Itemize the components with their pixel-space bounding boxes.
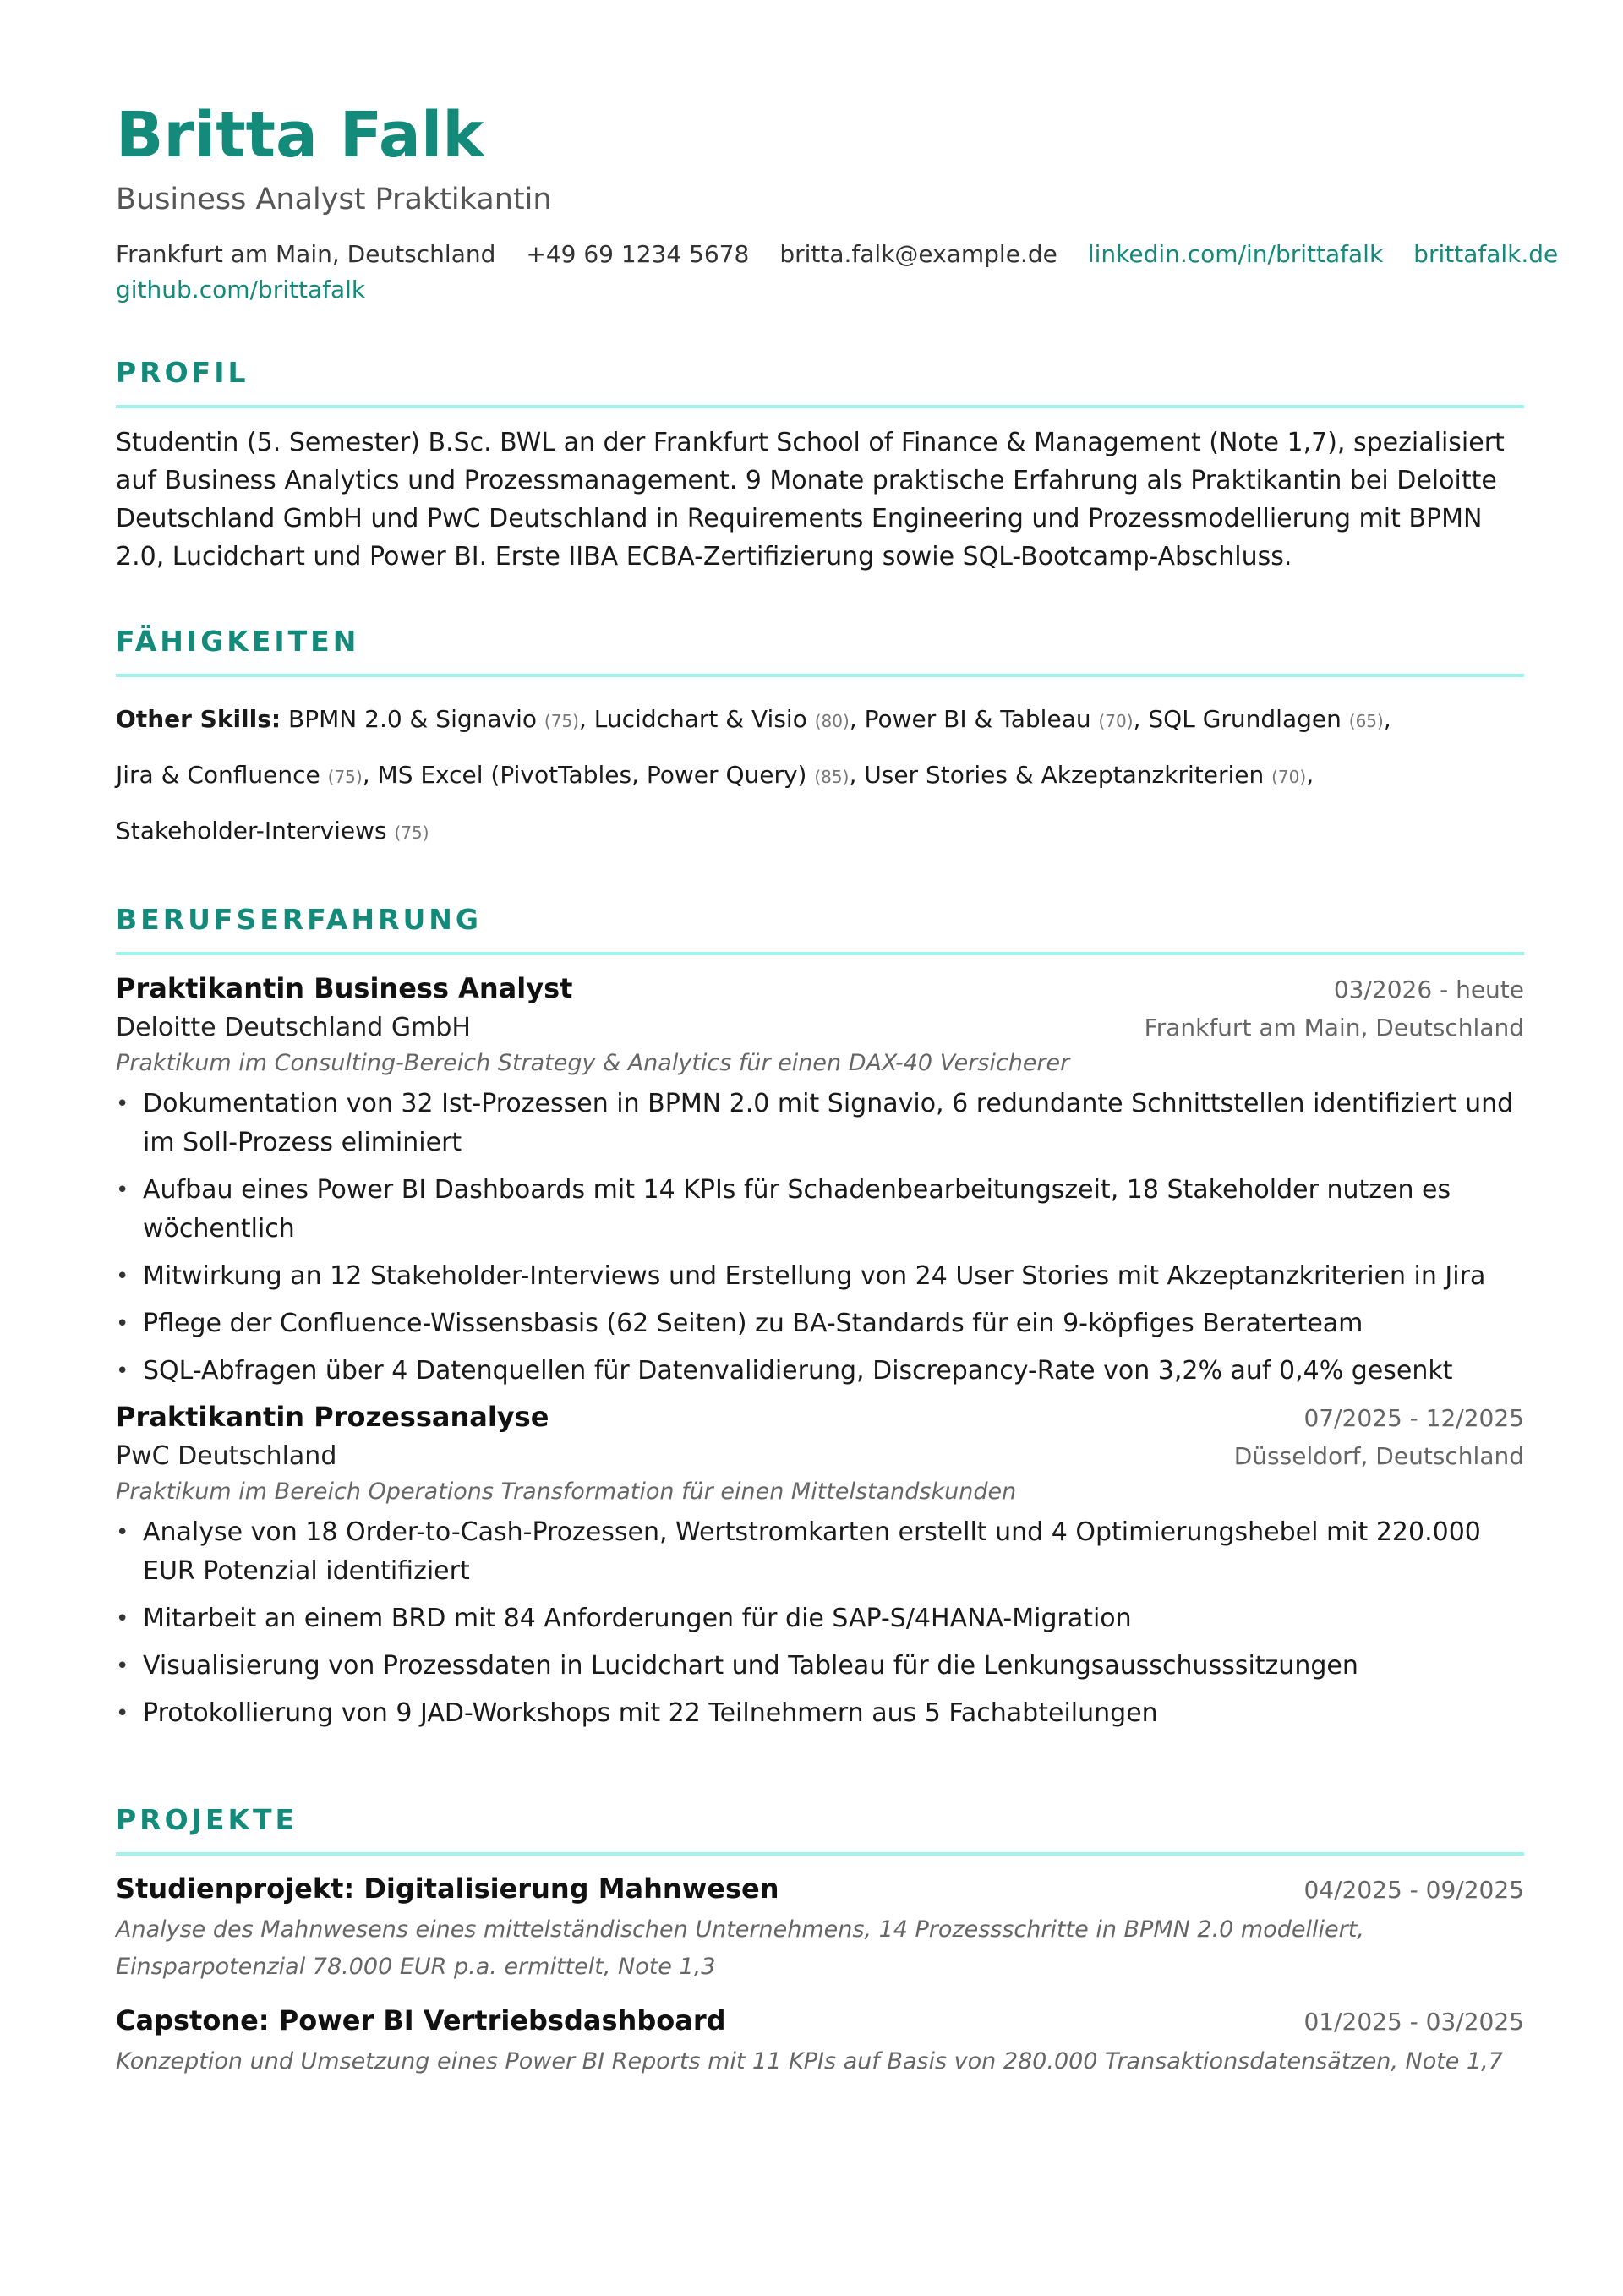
projects-section	[116, 1803, 1524, 2080]
profile-section	[116, 358, 1524, 576]
section-divider	[116, 674, 1524, 677]
job-title: Praktikantin Prozessanalyse	[116, 1401, 549, 1433]
project-entry	[116, 1872, 1524, 1986]
job-date: 07/2025 - 12/2025	[1303, 1404, 1524, 1432]
section-heading: BERUFSERFAHRUNG	[116, 903, 482, 936]
skill-item: Jira & Confluence (75),	[116, 761, 370, 789]
section-heading: PROJEKTE	[116, 1803, 298, 1836]
linkedin-link[interactable]: linkedin.com/in/brittafalk	[1087, 240, 1384, 268]
skill-item: Lucidchart & Visio (80),	[593, 705, 857, 733]
job-company: PwC Deutschland	[116, 1441, 337, 1471]
list-item: • Visualisierung von Prozessdaten in Lucidchart und Tableau für die Lenkungsausschusssitzungen	[116, 1647, 1524, 1686]
skill-item: MS Excel (PivotTables, Power Query) (85),	[377, 761, 857, 789]
contact-bar	[116, 237, 1559, 308]
project-entry	[116, 2004, 1524, 2080]
skill-item: User Stories & Akzeptanzkriterien (70),	[864, 761, 1314, 789]
project-description: Konzeption und Umsetzung eines Power BI Reports mit 11 KPIs auf Basis von 280.000 Transaktionsdatensätzen, Note 1,7	[116, 2048, 1503, 2075]
job-description: Praktikum im Consulting-Bereich Strategy & Analytics für einen DAX-40 Versicherer	[116, 1050, 1070, 1076]
candidate-name: Britta Falk	[116, 99, 484, 172]
contact-phone: +49 69 1234 5678	[526, 240, 750, 268]
job-location: Düsseldorf, Deutschland	[1233, 1442, 1524, 1470]
job-company: Deloitte Deutschland GmbH	[116, 1013, 471, 1042]
section-divider	[116, 952, 1524, 955]
list-item: • Pflege der Confluence-Wissensbasis (62 Seiten) zu BA-Standards für ein 9-köpfiges Beraterteam	[116, 1304, 1524, 1343]
section-heading: PROFIL	[116, 356, 249, 389]
experience-section	[116, 905, 1524, 1741]
skill-item: SQL Grundlagen (65),	[1148, 705, 1391, 733]
skills-label: Other Skills:	[116, 705, 281, 733]
list-item: • Dokumentation von 32 Ist-Prozessen in BPMN 2.0 mit Signavio, 6 redundante Schnittstellen identifiziert und im Soll-Prozess eliminiert	[116, 1085, 1524, 1162]
list-item: • Protokollierung von 9 JAD-Workshops mit 22 Teilnehmern aus 5 Fachabteilungen	[116, 1694, 1524, 1733]
list-item: • Mitwirkung an 12 Stakeholder-Interviews und Erstellung von 24 User Stories mit Akzeptanzkriterien in Jira	[116, 1257, 1524, 1296]
skill-item: Power BI & Tableau (70),	[864, 705, 1141, 733]
section-divider	[116, 405, 1524, 408]
project-title: Studienprojekt: Digitalisierung Mahnwesen	[116, 1872, 779, 1905]
section-divider	[116, 1852, 1524, 1856]
job-bullets	[116, 1085, 1524, 1391]
skill-item: BPMN 2.0 & Signavio (75),	[288, 705, 587, 733]
section-heading: FÄHIGKEITEN	[116, 625, 360, 658]
list-item: • Aufbau eines Power BI Dashboards mit 14 KPIs für Schadenbearbeitungszeit, 18 Stakeholder nutzen es wöchentlich	[116, 1171, 1524, 1249]
contact-email: britta.falk@example.de	[779, 240, 1057, 268]
job-title: Praktikantin Business Analyst	[116, 972, 573, 1004]
job-entry	[116, 972, 1524, 1391]
skill-item: Stakeholder-Interviews (75)	[116, 817, 429, 845]
skills-section	[116, 627, 1524, 860]
project-date: 04/2025 - 09/2025	[1303, 1876, 1524, 1904]
project-description: Analyse des Mahnwesens eines mittelständischen Unternehmens, 14 Prozessschritte in BPMN 2.0 modelliert, Einsparpotenzial 78.000 EUR p.a. ermittelt, Note 1,3	[116, 1916, 1364, 1980]
job-description: Praktikum im Bereich Operations Transformation für einen Mittelstandskunden	[116, 1479, 1017, 1505]
project-date: 01/2025 - 03/2025	[1303, 2008, 1524, 2036]
website-link[interactable]: brittafalk.de	[1413, 240, 1559, 268]
job-location: Frankfurt am Main, Deutschland	[1144, 1014, 1524, 1041]
list-item: • Analyse von 18 Order-to-Cash-Prozessen, Wertstromkarten erstellt und 4 Optimierungshebel mit 220.000 EUR Potenzial identifiziert	[116, 1513, 1524, 1591]
profile-text: Studentin (5. Semester) B.Sc. BWL an der Frankfurt School of Finance & Management (Note 1,7), spezialisiert auf Business Analytics und Prozessmanagement. 9 Monate praktische Erfahrung als Praktikantin bei Deloitte Deutschland GmbH und PwC Deutschland in Requirements Engineering und Prozessmodellierung mit BPMN 2.0, Lucidchart und Power BI. Erste IIBA ECBA-Zertifizierung sowie SQL-Bootcamp-Abschluss.	[116, 428, 1505, 571]
list-item: • Mitarbeit an einem BRD mit 84 Anforderungen für die SAP-S/4HANA-Migration	[116, 1599, 1524, 1638]
project-title: Capstone: Power BI Vertriebsdashboard	[116, 2004, 726, 2036]
job-entry	[116, 1401, 1524, 1733]
contact-location: Frankfurt am Main, Deutschland	[116, 240, 496, 268]
job-title-subtitle: Business Analyst Praktikantin	[116, 183, 552, 216]
skills-list	[116, 692, 1524, 860]
job-bullets	[116, 1513, 1524, 1733]
github-link[interactable]: github.com/brittafalk	[116, 276, 366, 303]
list-item: • SQL-Abfragen über 4 Datenquellen für Datenvalidierung, Discrepancy-Rate von 3,2% auf 0,4% gesenkt	[116, 1352, 1524, 1391]
job-date: 03/2026 - heute	[1333, 976, 1524, 1003]
